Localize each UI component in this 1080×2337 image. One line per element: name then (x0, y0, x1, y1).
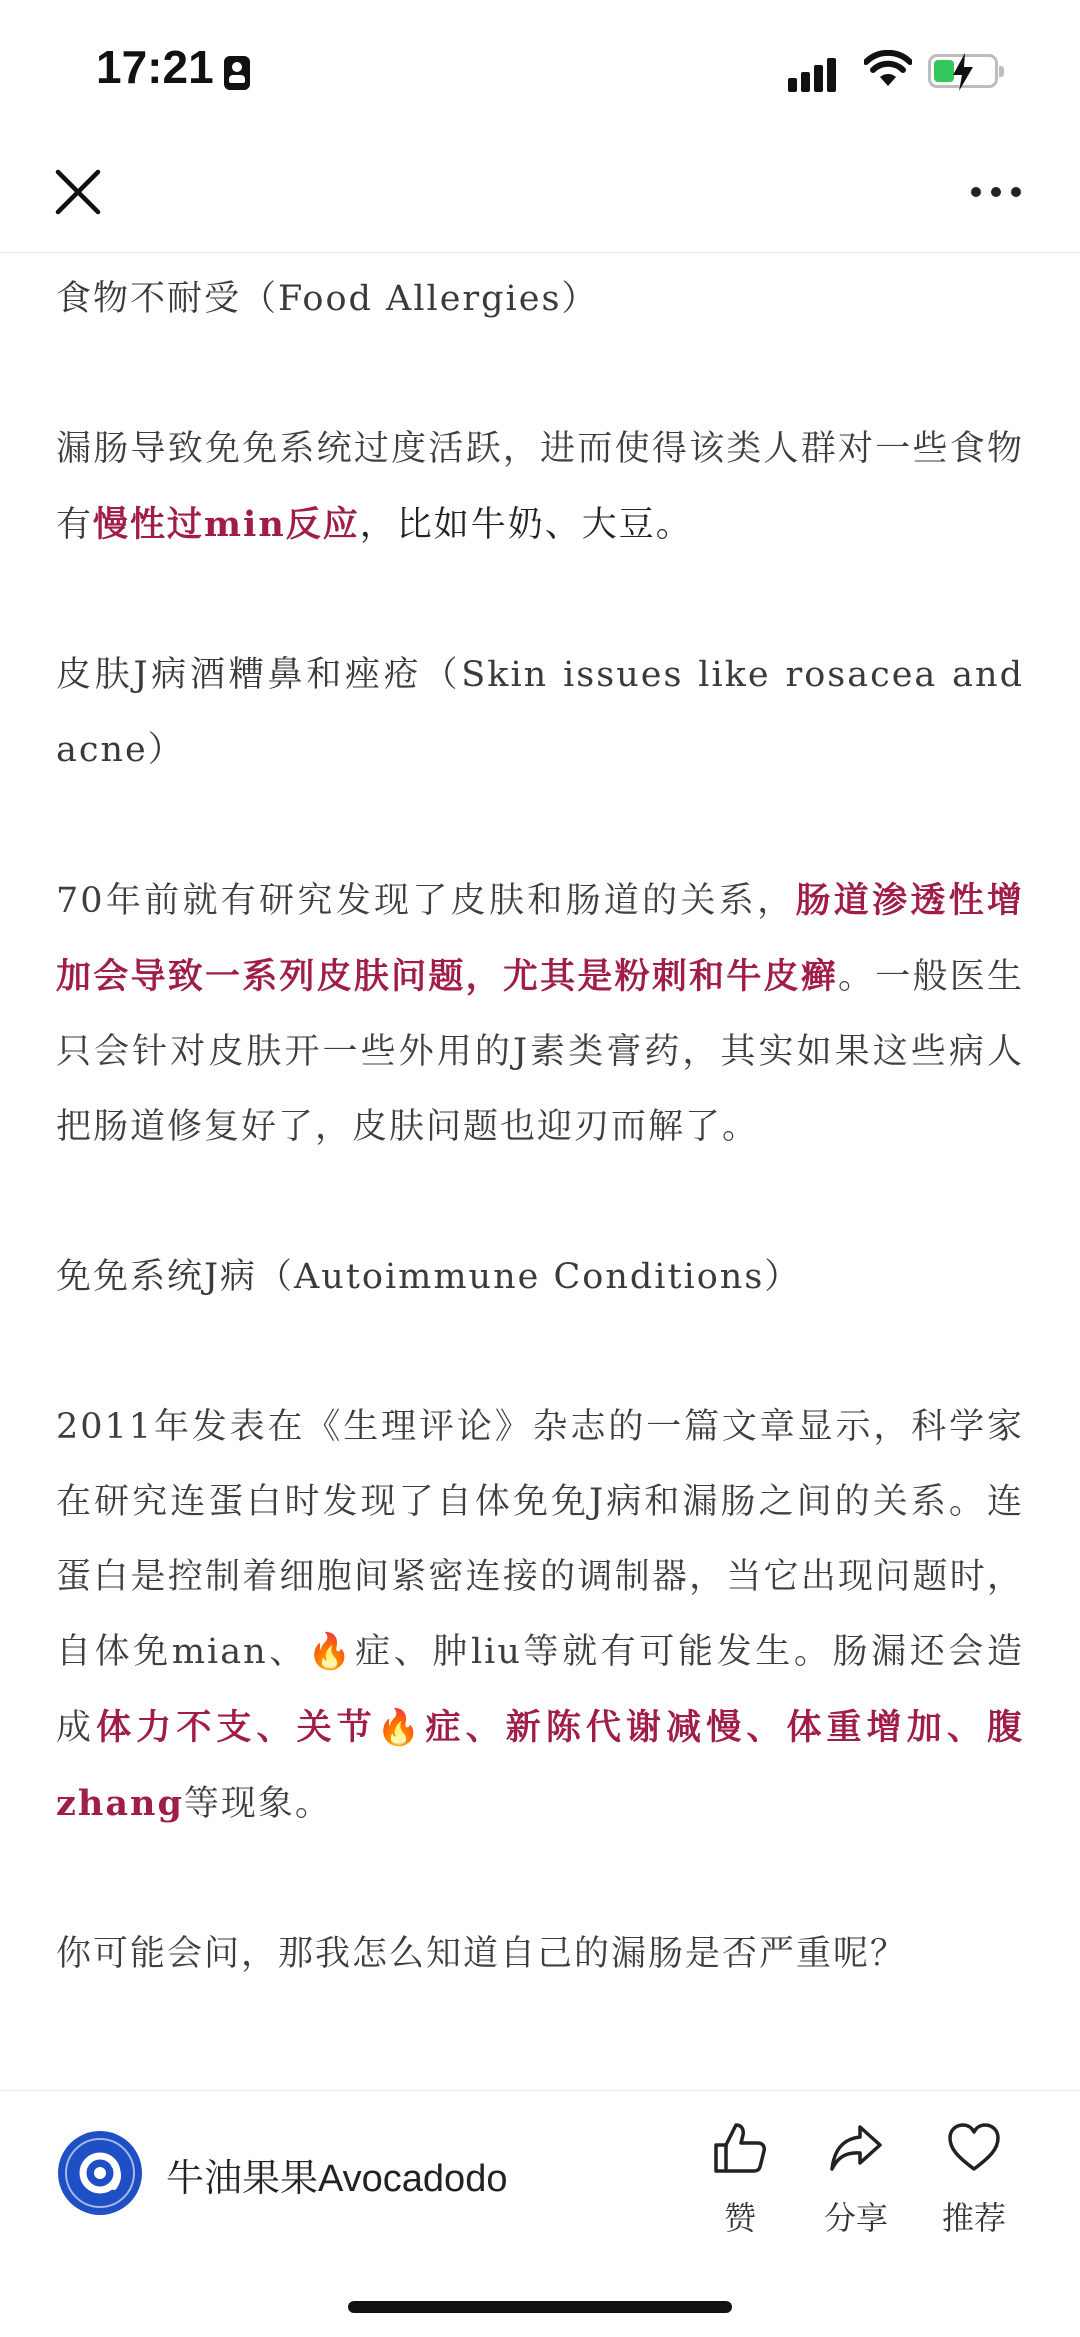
battery-charging-icon (928, 54, 998, 88)
paragraph-question: 你可能会问，那我怎么知道自己的漏肠是否严重呢？ (56, 1934, 908, 1974)
share-button[interactable] (806, 2121, 906, 2239)
top-bar (0, 140, 1080, 253)
share-arrow-icon (828, 2121, 884, 2175)
like-button[interactable] (690, 2121, 790, 2239)
paragraph-text: 漏肠导致免免系统过度活跃，进而使得该类人群对一些食物有 (56, 429, 1024, 545)
close-icon (50, 164, 106, 220)
cellular-signal-icon (788, 52, 848, 92)
wifi-icon (864, 50, 912, 90)
highlight-text: 慢性过min反应 (93, 504, 360, 545)
more-options-button[interactable] (966, 172, 1026, 212)
paragraph-text: 2011年发表在《生理评论》杂志的一篇文章显示，科学家在研究连蛋白时发现了自体免免J病和漏肠之间的关系。连蛋白是控制着细胞间紧密连接的调制器，当它出现问题时，自体免mian、🔥症、肿liu等就有可能发生。肠漏还会造成 (56, 1407, 1024, 1748)
paragraph-text: 等现象。 (183, 1784, 332, 1824)
home-indicator[interactable] (348, 2301, 732, 2313)
section-heading-skin-issues: 皮肤J病酒糟鼻和痤疮（Skin issues like rosacea and acne） (56, 655, 1024, 770)
close-button[interactable] (50, 164, 106, 220)
bottom-action-bar (0, 2090, 1080, 2251)
highlight-text: 肠道渗透性增加会导致一系列皮肤问题，尤其是粉刺和牛皮癣 (56, 880, 1024, 997)
paragraph-text: 。一般医生只会针对皮肤开一些外用的J素类膏药，其实如果这些病人把肠道修复好了，皮肤问题也迎刃而解了。 (56, 957, 1024, 1147)
section-heading-food-allergies: 食物不耐受（Food Allergies） (56, 279, 599, 319)
paragraph-autoimmune (56, 1390, 1024, 1842)
author-avatar[interactable] (58, 2131, 142, 2215)
heart-icon (946, 2121, 1002, 2175)
recommend-label: 推荐 (941, 2200, 1006, 2236)
status-time: 17:21 (96, 41, 214, 93)
paragraph-text: 70年前就有研究发现了皮肤和肠道的关系， (56, 881, 796, 921)
paragraph-text: ，比如牛奶、大豆。 (359, 505, 693, 545)
status-bar (0, 0, 1080, 140)
paragraph-food-allergies (56, 412, 1024, 563)
share-label: 分享 (823, 2200, 888, 2236)
like-label: 赞 (723, 2200, 756, 2236)
focus-id-icon (224, 56, 250, 90)
author-name[interactable]: 牛油果果Avocadodo (166, 2158, 508, 2200)
paragraph-skin-issues (56, 863, 1024, 1165)
article-content (56, 262, 1024, 2082)
avocado-logo-icon (58, 2131, 142, 2215)
more-icon (966, 172, 1026, 212)
recommend-button[interactable] (924, 2121, 1024, 2239)
thumbs-up-icon (712, 2121, 768, 2175)
section-heading-autoimmune: 免免系统J病（Autoimmune Conditions） (56, 1257, 802, 1297)
highlight-text: 体力不支、关节🔥症、新陈代谢减慢、体重增加、腹zhang (56, 1707, 1024, 1824)
